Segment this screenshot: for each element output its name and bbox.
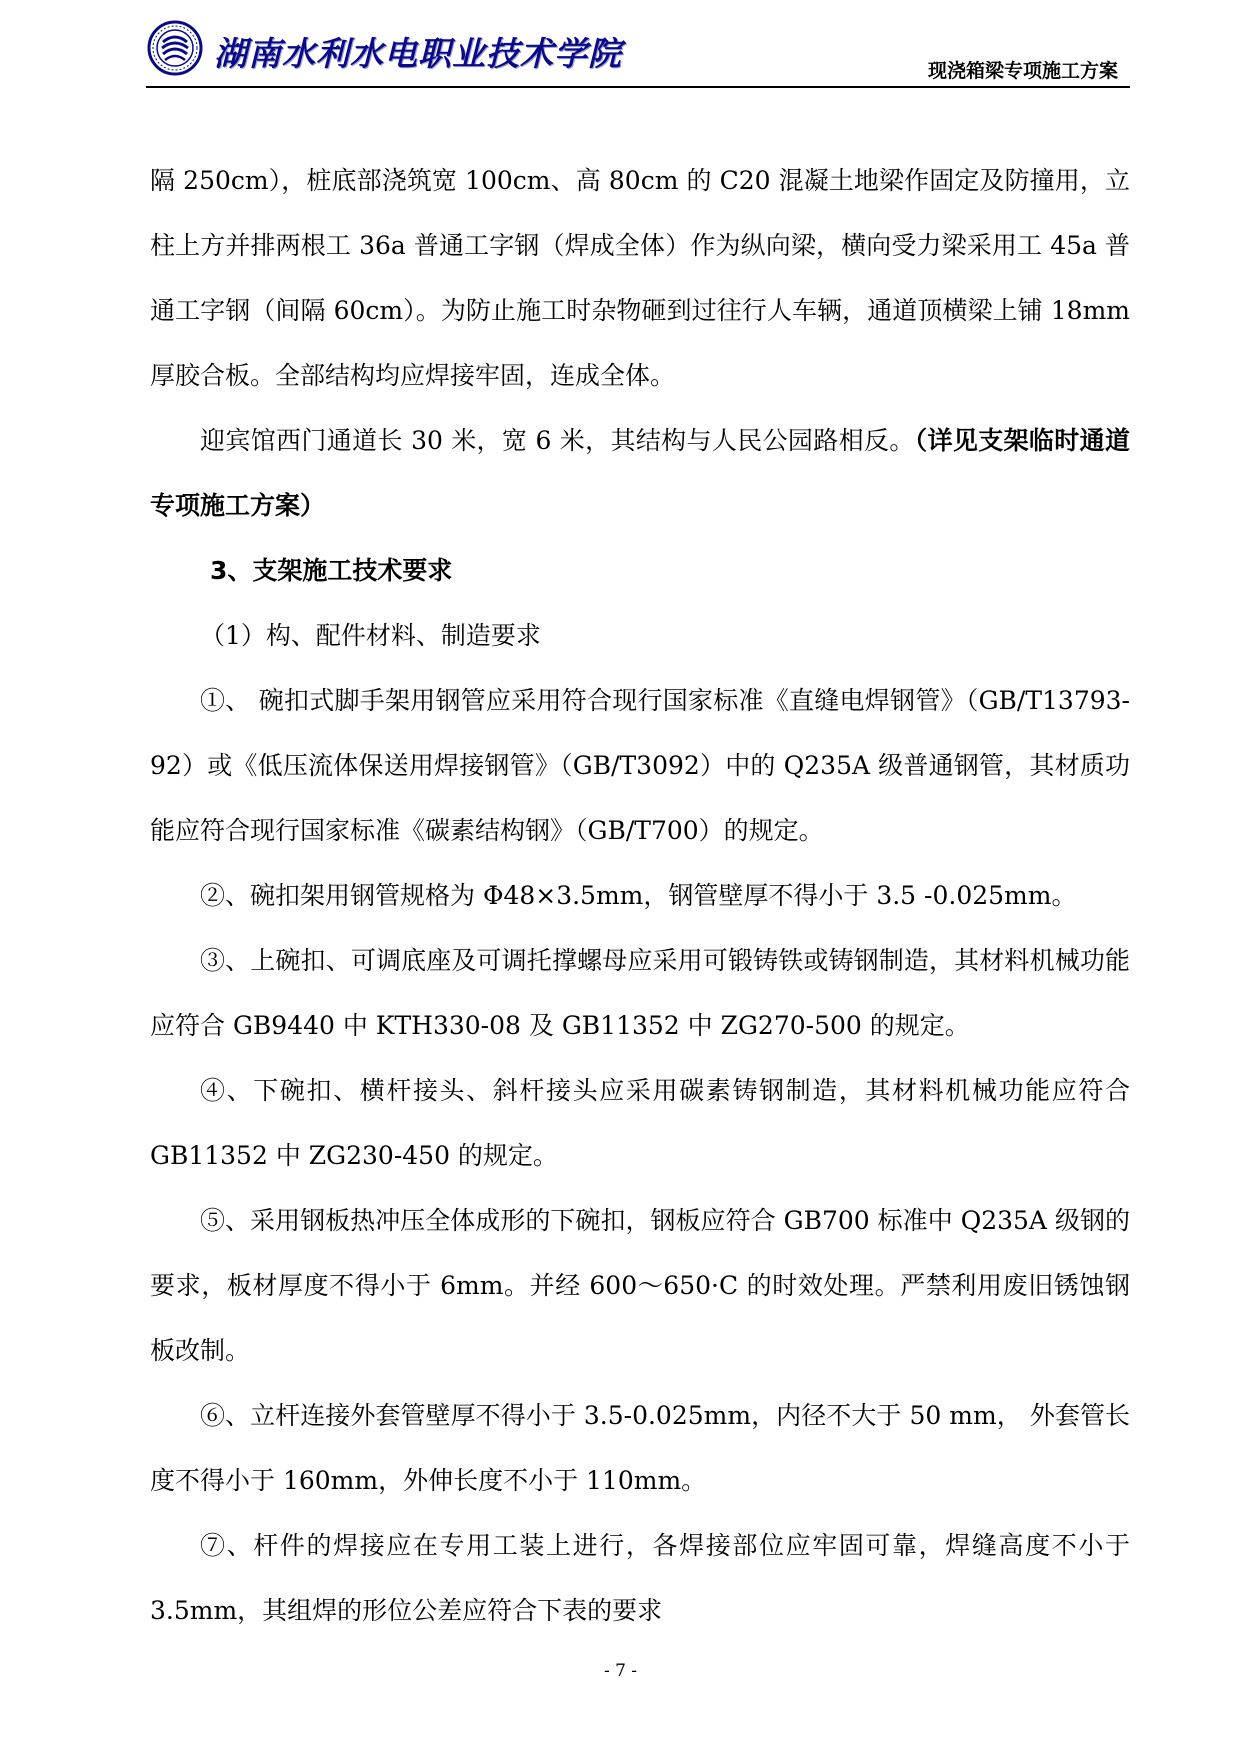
college-seal-icon bbox=[147, 20, 203, 76]
subsection-heading-1: （1）构、配件材料、制造要求 bbox=[200, 621, 541, 650]
requirement-item-3: ③、上碗扣、可调底座及可调托撑螺母应采用可锻铸铁或铸钢制造，其材料机械功能应符合 GB9440 中 KTH330-08 及 GB11352 中 ZG270-500 的规定。 bbox=[150, 946, 1130, 1040]
paragraph-structure-description: 隔 250cm），桩底部浇筑宽 100cm、高 80cm 的 C20 混凝土地梁作固定及防撞用，立柱上方并排两根工 36a 普通工字钢（焊成全体）作为纵向梁，横向受力梁采用工 45a 普通工字钢（间隔 60cm）。为防止施工时杂物砸到过往行人车辆，通道顶横梁上铺 18mm 厚胶合板。全部结构均应焊接牢固，连成全体。 bbox=[150, 166, 1130, 390]
header-divider bbox=[146, 86, 1130, 88]
requirement-item-2: ②、碗扣架用钢管规格为 Φ48×3.5mm，钢管壁厚不得小于 3.5 -0.025mm。 bbox=[200, 881, 1077, 910]
west-gate-reference: （详见支架临时通道专项施工方案） bbox=[150, 426, 1130, 520]
requirement-item-4: ④、下碗扣、横杆接头、斜杆接头应采用碳素铸钢制造，其材料机械功能应符合 GB11352 中 ZG230-450 的规定。 bbox=[150, 1076, 1130, 1170]
requirement-item-5: ⑤、采用钢板热冲压全体成形的下碗扣，钢板应符合 GB700 标准中 Q235A 级钢的要求，板材厚度不得小于 6mm。并经 600～650·C 的时效处理。严禁利用废旧锈蚀钢板改制。 bbox=[150, 1206, 1130, 1365]
page-header bbox=[140, 20, 1130, 86]
page-body bbox=[150, 148, 1130, 1643]
paragraph-west-gate-passage bbox=[150, 408, 1130, 538]
requirement-item-7: ⑦、杆件的焊接应在专用工装上进行，各焊接部位应牢固可靠，焊缝高度不小于 3.5mm，其组焊的形位公差应符合下表的要求 bbox=[150, 1531, 1130, 1625]
requirement-item-1: ①、 碗扣式脚手架用钢管应采用符合现行国家标准《直缝电焊钢管》（GB/T13793-92）或《低压流体保送用焊接钢管》（GB/T3092）中的 Q235A 级普通钢管，其材质功能应符合现行国家标准《碳素结构钢》（GB/T700）的规定。 bbox=[150, 686, 1130, 845]
section-heading-3: 3、支架施工技术要求 bbox=[210, 556, 453, 585]
document-title: 现浇箱梁专项施工方案 bbox=[927, 60, 1118, 82]
requirement-item-6: ⑥、立杆连接外套管壁厚不得小于 3.5-0.025mm，内径不大于 50 mm， 外套管长度不得小于 160mm，外伸长度不小于 110mm。 bbox=[150, 1401, 1130, 1495]
college-logo-text: 湖南水利水电职业技术学院 bbox=[214, 34, 622, 73]
page-number: - 7 - bbox=[603, 1661, 638, 1681]
west-gate-text: 迎宾馆西门通道长 30 米，宽 6 米，其结构与人民公园路相反。 bbox=[200, 426, 915, 455]
